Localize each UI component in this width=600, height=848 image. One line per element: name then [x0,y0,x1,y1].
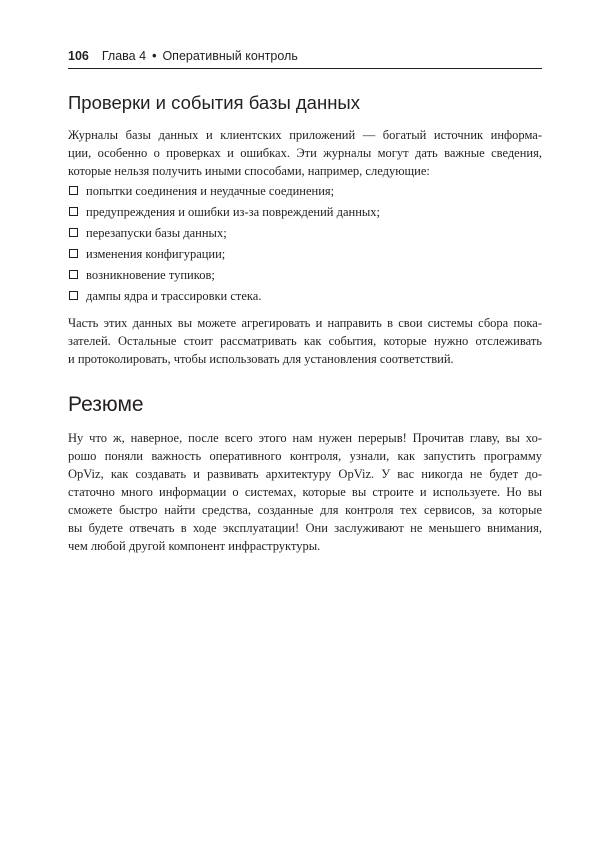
text-line: Ну что ж, наверное, после всего этого нам нужен перерыв! Прочитав главу, вы хо- [68,431,542,445]
list-item [68,246,542,267]
checkbox-bullet-icon [69,291,78,300]
summary-paragraph [68,429,542,555]
checkbox-bullet-icon [69,270,78,279]
list-item-text: попытки соединения и неудачные соединения; [86,184,335,198]
page-number: 106 [68,49,89,63]
text-line: OpViz, как создавать и развивать архитектуру OpViz. У вас никогда не будет до- [68,467,542,481]
list-item [68,288,542,309]
chapter-title: Оперативный контроль [162,49,298,63]
list-item [68,225,542,246]
text-line: рошо поняли важность оперативного контроля, узнали, как запустить программу [68,449,542,463]
checkbox-bullet-icon [69,228,78,237]
text-line: Часть этих данных вы можете агрегировать и направить в свои системы сбора пока- [68,316,542,330]
outro-paragraph [68,314,542,368]
text-line: вы будете отвечать в ходе эксплуатации! Они заслуживают не меньшего внимания, [68,521,542,535]
list-item [68,204,542,225]
text-line: Журналы базы данных и клиентских приложений — богатый источник информа- [68,128,542,142]
event-list [68,183,542,309]
text-line: которые нельзя получить иными способами, например, следующие: [68,164,430,178]
list-item [68,267,542,288]
header-separator: • [152,49,157,63]
text-line: сможете быстро найти средства, созданные для контроля тех сервисов, за которые [68,503,542,517]
section-title-summary: Резюме [68,393,144,416]
intro-paragraph [68,126,542,180]
running-header [68,48,542,69]
list-item-text: дампы ядра и трассировки стека. [86,289,262,303]
list-item-text: возникновение тупиков; [86,268,215,282]
list-item-text: перезапуски базы данных; [86,226,227,240]
text-line: и протоколировать, чтобы использовать для установления соответствий. [68,352,454,366]
list-item [68,183,542,204]
chapter-label: Глава 4 [101,49,147,63]
text-line: статочно много информации о системах, которые вы строите и используете. Но вы [68,485,542,499]
checkbox-bullet-icon [69,186,78,195]
text-line: чем любой другой компонент инфраструктуры. [68,539,321,553]
text-line: ции, особенно о проверках и ошибках. Эти журналы могут дать важные сведения, [68,146,542,160]
checkbox-bullet-icon [69,249,78,258]
list-item-text: изменения конфигурации; [86,247,226,261]
text-line: зателей. Остальные стоит рассматривать как события, которые нужно отслеживать [68,334,542,348]
section-title-database-checks: Проверки и события базы данных [68,92,360,113]
list-item-text: предупреждения и ошибки из-за повреждений данных; [86,205,381,219]
checkbox-bullet-icon [69,207,78,216]
